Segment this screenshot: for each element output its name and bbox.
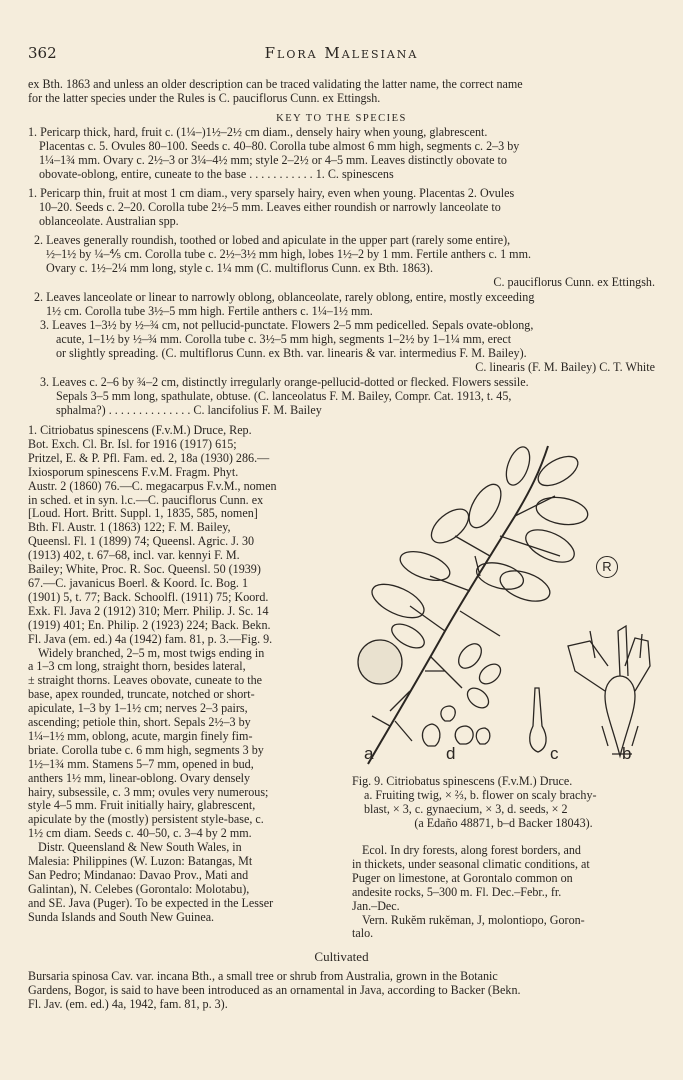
treatment-line: briate. Corolla tube c. 6 mm high, segments 3 by xyxy=(28,742,264,757)
treatment-line: [Loud. Hort. Britt. Suppl. 1, 1835, 585, nomen] xyxy=(28,506,258,521)
treatment-line: apiculate, 1–3 by 1–1½ cm; nerves 2–3 pairs, xyxy=(28,701,248,716)
key-line: 1. Pericarp thick, hard, fruit c. (1¼–)1½–2½ cm diam., densely hairy when young, glabrescent. xyxy=(28,126,488,139)
treatment-line: Queensl. Fl. 1 (1899) 74; Queensl. Agric. J. 30 xyxy=(28,534,255,549)
treatment-line: in sched. et in syn. l.c.—C. pauciflorus Cunn. ex xyxy=(28,492,264,507)
key-line: or slightly spreading. (C. multiflorus Cunn. ex Bth. var. linearis & var. intermedius F. M. Bailey). xyxy=(56,346,527,360)
key-line: sphalma?) . . . . . . . . . . . . . . C. lancifolius F. M. Bailey xyxy=(56,403,322,417)
caption-line: blast, × 3, c. gynaecium, × 3, d. seeds, × 2 xyxy=(364,801,568,816)
ecology-line: talo. xyxy=(352,926,374,941)
cultivated-paragraph xyxy=(28,970,655,1012)
key-line: 2. Leaves lanceolate or linear to narrowly oblong, oblanceolate, rarely oblong, entire, mostly exceeding xyxy=(34,291,535,304)
ecology-line: in thickets, under seasonal climatic conditions, at xyxy=(352,856,590,871)
treatment-line: Widely branched, 2–5 m, most twigs ending in xyxy=(38,645,265,660)
key-entry xyxy=(28,187,655,229)
intro-paragraph xyxy=(28,78,655,106)
ecology-line: Vern. Rukĕm rukĕman, J, molontiopo, Goron- xyxy=(362,912,585,927)
ecology-line: Puger on limestone, at Gorontalo common on xyxy=(352,870,573,885)
treatment-line: ± straight thorns. Leaves obovate, cuneate to the xyxy=(28,673,262,688)
treatment-line: and SE. Java (Puger). To be expected in the Lesser xyxy=(28,895,274,910)
treatment-line: apiculate by the (mostly) persistent style-base, c. xyxy=(28,812,264,827)
key-entry xyxy=(28,291,655,319)
botanical-illustration xyxy=(350,426,660,771)
figure-label-c: c xyxy=(550,744,559,763)
treatment-line: base, apex rounded, truncate, notched or short- xyxy=(28,687,255,702)
ecology-line: Jan.–Dec. xyxy=(352,898,400,913)
treatment-line: (1901) 5, t. 77; Back. Schoolfl. (1911) 75; Koord. xyxy=(28,589,269,604)
treatment-line: style 4–5 mm. Fruit initially hairy, glabrescent, xyxy=(28,798,256,813)
key-line: Placentas c. 5. Ovules 80–100. Seeds c. 40–80. Corolla tube almost 6 mm high, segments c. 2–3 by xyxy=(39,139,520,153)
key-heading: KEY TO THE SPECIES xyxy=(276,113,407,124)
key-line: 3. Leaves 1–3½ by ½–¾ cm, not pellucid-punctate. Flowers 2–5 mm pedicelled. Sepals ovate-oblong, xyxy=(40,319,534,332)
key-line: acute, 1–1½ by ½–¾ mm. Corolla tube c. 3½–5 mm high, segments 1–2½ by 1–1¼ mm, erect xyxy=(56,332,512,346)
species-treatment xyxy=(28,424,335,925)
intro-line: ex Bth. 1863 and unless an older description can be traced validating the latter name, the correct name xyxy=(28,77,523,91)
treatment-line: ascending; petiole thin, short. Sepals 2½–3 by xyxy=(28,715,251,730)
treatment-line: (1919) 401; En. Philip. 2 (1923) 224; Back. Bekn. xyxy=(28,617,271,632)
cultivated-heading: Cultivated xyxy=(314,949,369,964)
key-line: ½–1½ by ¼–⅘ cm. Corolla tube c. 2½–3½ mm high, lobes 1½–2 by 1 mm. Fertile anthers c. 1 mm. xyxy=(46,247,532,261)
figure-caption xyxy=(352,775,655,831)
key-line: 2. Leaves generally roundish, toothed or lobed and apiculate in the upper part (rarely some entire), xyxy=(34,234,511,247)
treatment-line: Exk. Fl. Java 2 (1912) 310; Merr. Philip. J. Sc. 14 xyxy=(28,603,269,618)
caption-line: a. Fruiting twig, × ⅔, b. flower on scaly brachy- xyxy=(364,787,597,802)
ecology-paragraph xyxy=(352,844,655,941)
figure-label-d: d xyxy=(446,744,456,763)
key-result: C. linearis (F. M. Bailey) C. T. White xyxy=(475,359,655,374)
treatment-line: Malesia: Philippines (W. Luzon: Batangas, Mt xyxy=(28,854,253,869)
registered-mark: R xyxy=(596,556,618,578)
treatment-line: San Pedro; Mindanao: Davao Prov., Mati and xyxy=(28,868,249,882)
treatment-line: anthers 1½ mm, linear-oblong. Ovary densely xyxy=(28,770,251,785)
caption-line: Fig. 9. Citriobatus spinescens (F.v.M.) Druce. xyxy=(352,774,573,788)
treatment-line: Bailey; White, Proc. R. Soc. Queensl. 50 (1939) xyxy=(28,562,261,577)
key-entry xyxy=(28,234,655,290)
ecology-line: andesite rocks, 5–300 m. Fl. Dec.–Febr., fr. xyxy=(352,884,562,899)
key-line: 1½ cm. Corolla tube 3½–5 mm high. Fertile anthers c. 1¼–1½ mm. xyxy=(46,304,373,318)
running-header xyxy=(28,44,655,64)
key-result: C. pauciflorus Cunn. ex Ettingsh. xyxy=(493,274,655,289)
page-number: 362 xyxy=(28,44,57,62)
running-title: Flora Malesiana xyxy=(264,44,419,62)
cultivated-line: Gardens, Bogor, is said to have been introduced as an ornamental in Java, according to Backer (Bekn. xyxy=(28,982,521,997)
ecology-line: Ecol. In dry forests, along forest borders, and xyxy=(362,843,581,857)
key-line: oblanceolate. Australian spp. xyxy=(39,214,179,228)
treatment-line: Sunda Islands and South New Guinea. xyxy=(28,909,215,924)
figure-label-b: b xyxy=(622,744,632,763)
caption-line: (a Edaño 48871, b–d Backer 18043). xyxy=(414,815,593,830)
key-line: 1¼–1¾ mm. Ovary c. 2½–3 or 3¼–4½ mm; style 2–2½ or 4–5 mm. Leaves distinctly obovate to xyxy=(39,153,507,167)
key-entry xyxy=(28,376,655,418)
treatment-line: Ixiosporum spinescens F.v.M. Fragm. Phyt. xyxy=(28,464,239,479)
key-line: 1. Pericarp thin, fruit at most 1 cm diam., very sparsely hairy, even when young. Placentas 2. Ovules xyxy=(28,187,515,200)
treatment-line: 67.—C. javanicus Boerl. & Koord. Ic. Bog. 1 xyxy=(28,575,249,590)
treatment-line: 1½ cm diam. Seeds c. 40–50, c. 3–4 by 2 mm. xyxy=(28,826,252,841)
treatment-line: Austr. 2 (1860) 76.—C. megacarpus F.v.M., nomen xyxy=(28,478,277,493)
treatment-line: Fl. Java (em. ed.) 4a (1942) fam. 81, p. 3.—Fig. 9. xyxy=(28,631,273,646)
key-entry xyxy=(28,126,655,182)
key-line: 3. Leaves c. 2–6 by ¾–2 cm, distinctly irregularly orange-pellucid-dotted or flecked. Flowers sessile. xyxy=(40,376,529,389)
key-line: Sepals 3–5 mm long, spathulate, obtuse. (C. lanceolatus F. M. Bailey, Compr. Cat. 1913, t. 45, xyxy=(56,389,512,403)
key-line: obovate-oblong, entire, cuneate to the base . . . . . . . . . . . 1. C. spinescens xyxy=(39,167,394,181)
treatment-line: Pritzel, E. & P. Pfl. Fam. ed. 2, 18a (1930) 286.— xyxy=(28,450,270,465)
treatment-line: 1¼–1½ mm, oblong, acute, margin finely fim- xyxy=(28,728,253,743)
treatment-line: Distr. Queensland & New South Wales, in xyxy=(38,840,242,855)
treatment-line: a 1–3 cm long, straight thorn, besides lateral, xyxy=(28,659,246,674)
key-line: Ovary c. 1½–2¼ mm long, style c. 1¼ mm (C. multiflorus Cunn. ex Bth. 1863). xyxy=(46,261,433,275)
treatment-line: hairy, subsessile, c. 3 mm; ovules very numerous; xyxy=(28,784,269,799)
key-entry xyxy=(28,319,655,375)
figure-label-a: a xyxy=(364,744,374,763)
intro-line: for the latter species under the Rules is C. pauciflorus Cunn. ex Ettingsh. xyxy=(28,90,381,105)
treatment-line: Bth. Fl. Austr. 1 (1863) 122; F. M. Bailey, xyxy=(28,520,231,535)
key-line: 10–20. Seeds c. 2–20. Corolla tube 2½–5 mm. Leaves either roundish or narrowly lanceolate to xyxy=(39,200,501,214)
treatment-line: 1. Citriobatus spinescens (F.v.M.) Druce, Rep. xyxy=(28,423,252,437)
cultivated-line: Bursaria spinosa Cav. var. incana Bth., a small tree or shrub from Australia, grown in the Botanic xyxy=(28,969,498,983)
treatment-line: Galintan), N. Celebes (Gorontalo: Molotabu), xyxy=(28,881,250,896)
treatment-line: (1913) 402, t. 67–68, incl. var. kennyi F. M. xyxy=(28,548,240,563)
treatment-line: Bot. Exch. Cl. Br. Isl. for 1916 (1917) 615; xyxy=(28,436,237,451)
treatment-line: 1½–1¾ mm. Stamens 5–7 mm, opened in bud, xyxy=(28,756,254,771)
cultivated-line: Fl. Jav. (em. ed.) 4a, 1942, fam. 81, p. 3). xyxy=(28,996,228,1011)
